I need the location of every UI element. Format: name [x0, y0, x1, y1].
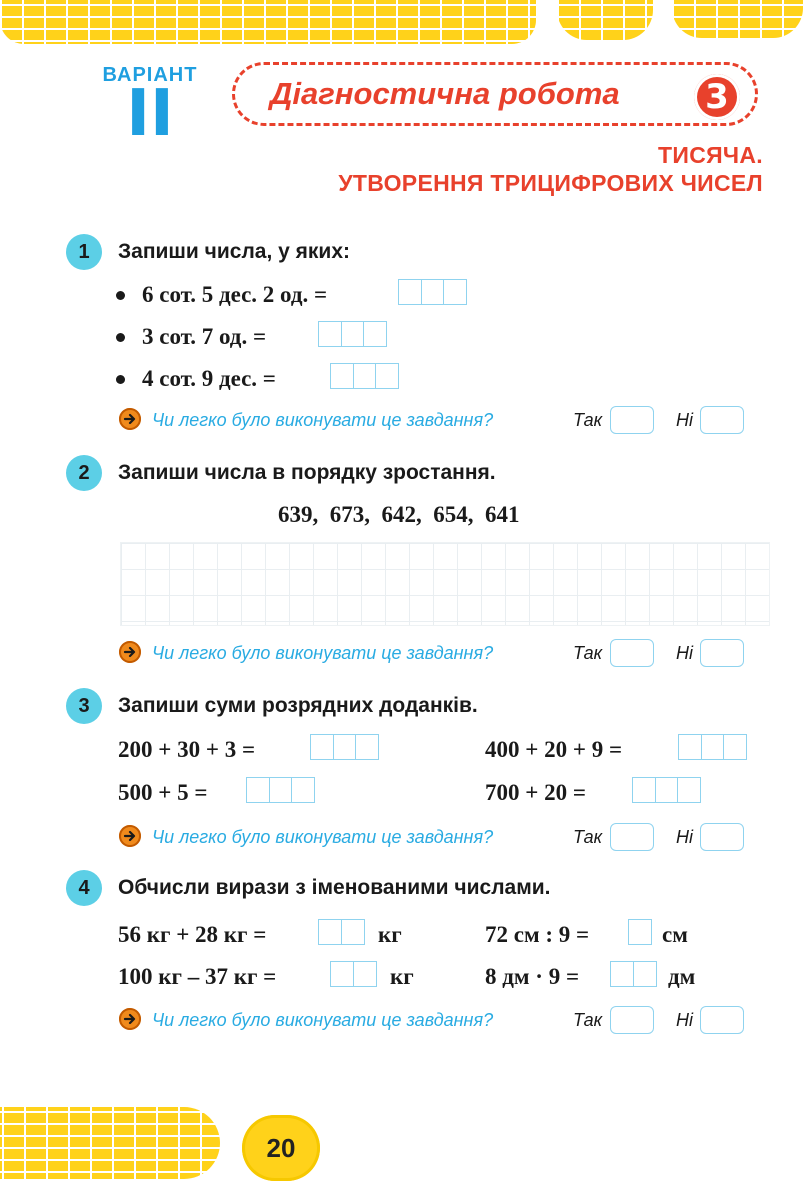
task-item: 8 дм · 9 = [485, 964, 580, 989]
arrow-circle-icon [119, 825, 141, 847]
answer-yes-label: Так [573, 1010, 603, 1030]
task-item: 100 кг – 37 кг = [118, 964, 277, 989]
answer-cells[interactable] [628, 919, 652, 945]
task-number-badge: 1 [66, 234, 102, 270]
topic-line-2: УТВОРЕННЯ ТРИЦИФРОВИХ ЧИСЕЛ [338, 170, 763, 196]
task-title: Обчисли вирази з іменованими числами. [118, 876, 551, 899]
variant-number: II [126, 77, 174, 151]
decorative-top-strip [0, 0, 536, 44]
work-title: Діагностична робота [270, 76, 620, 111]
unit-label: дм [668, 964, 696, 989]
task-item: 500 + 5 = [118, 780, 208, 805]
unit-label: кг [390, 964, 414, 989]
decorative-top-strip [672, 0, 803, 38]
self-check-question: Чи легко було виконувати це завдання? [152, 1010, 494, 1030]
task-item: 3 сот. 7 од. = [142, 324, 267, 349]
answer-cells[interactable] [246, 777, 315, 803]
task-number-badge: 3 [66, 688, 102, 724]
task-title: Запиши суми розрядних доданків. [118, 694, 478, 717]
task-title: Запиши числа, у яких: [118, 240, 351, 263]
answer-yes-label: Так [573, 643, 603, 663]
unit-label: кг [378, 922, 402, 947]
page-number: 20 [242, 1115, 320, 1181]
answer-cells[interactable] [330, 363, 399, 389]
answer-no-box[interactable] [700, 823, 744, 851]
work-number-badge: 3 [694, 74, 740, 120]
task-item: 6 сот. 5 дес. 2 од. = [142, 282, 328, 307]
unit-label: см [662, 922, 688, 947]
task-item: 4 сот. 9 дес. = [142, 366, 276, 391]
answer-yes-box[interactable] [610, 639, 654, 667]
topic-line-1: ТИСЯЧА. [658, 142, 763, 168]
answer-no-box[interactable] [700, 639, 744, 667]
decorative-bottom-strip [0, 1107, 220, 1179]
decorative-top-strip [557, 0, 653, 40]
answer-cells[interactable] [330, 961, 377, 987]
answer-cells[interactable] [632, 777, 701, 803]
task-number-badge: 4 [66, 870, 102, 906]
answer-no-box[interactable] [700, 1006, 744, 1034]
self-check-question: Чи легко було виконувати це завдання? [152, 643, 494, 663]
arrow-circle-icon [119, 641, 141, 663]
answer-no-label: Ні [676, 1010, 693, 1030]
numbers-to-sort: 639, 673, 642, 654, 641 [278, 502, 520, 527]
answer-no-box[interactable] [700, 406, 744, 434]
answer-no-label: Ні [676, 643, 693, 663]
answer-cells[interactable] [318, 321, 387, 347]
answer-yes-label: Так [573, 410, 603, 430]
answer-cells[interactable] [610, 961, 657, 987]
self-check-question: Чи легко було виконувати це завдання? [152, 410, 494, 430]
arrow-circle-icon [119, 408, 141, 430]
self-check-question: Чи легко було виконувати це завдання? [152, 827, 494, 847]
answer-yes-box[interactable] [610, 1006, 654, 1034]
answer-grid[interactable] [120, 542, 770, 626]
arrow-circle-icon [119, 1008, 141, 1030]
task-item: 200 + 30 + 3 = [118, 737, 256, 762]
answer-no-label: Ні [676, 827, 693, 847]
answer-no-label: Ні [676, 410, 693, 430]
variant-label: ВАРІАНТ [102, 64, 198, 86]
task-item: 400 + 20 + 9 = [485, 737, 623, 762]
answer-yes-label: Так [573, 827, 603, 847]
task-item: 72 см : 9 = [485, 922, 590, 947]
answer-cells[interactable] [398, 279, 467, 305]
task-item: 56 кг + 28 кг = [118, 922, 267, 947]
answer-cells[interactable] [310, 734, 379, 760]
answer-yes-box[interactable] [610, 406, 654, 434]
task-item: 700 + 20 = [485, 780, 586, 805]
task-title: Запиши числа в порядку зростання. [118, 461, 496, 484]
task-number-badge: 2 [66, 455, 102, 491]
answer-yes-box[interactable] [610, 823, 654, 851]
answer-cells[interactable] [678, 734, 747, 760]
answer-cells[interactable] [318, 919, 365, 945]
